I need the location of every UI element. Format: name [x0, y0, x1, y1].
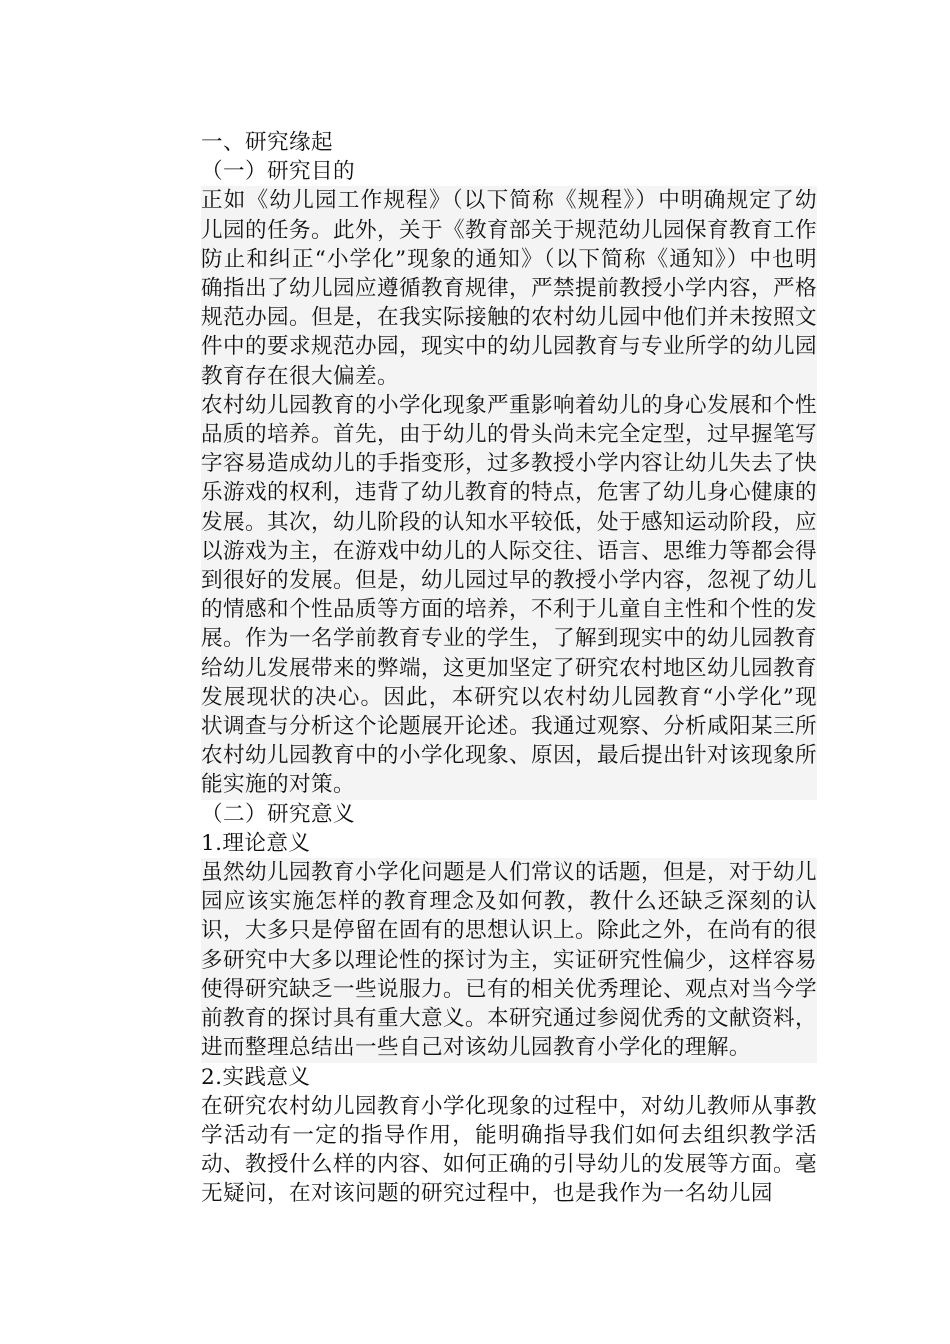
subheading-theoretical-significance: 1.理论意义 [201, 830, 311, 856]
subsection-heading-research-significance: （二）研究意义 [201, 801, 355, 827]
paragraph-purpose-impact: 农村幼儿园教育的小学化现象严重影响着幼儿的身心发展和个性品质的培养。首先，由于幼儿的骨头尚未完全定型，过早握笔写字容易造成幼儿的手指变形，过多教授小学内容让幼儿失去了快乐游戏的权利，违背了幼儿教育的特点，危害了幼儿身心健康的发展。其次，幼儿阶段的认知水平较低，处于感知运动阶段，应以游戏为主，在游戏中幼儿的人际交往、语言、思维力等都会得到很好的发展。但是，幼儿园过早的教授小学内容，忽视了幼儿的情感和个性品质等方面的培养，不利于儿童自主性和个性的发展。作为一名学前教育专业的学生，了解到现实中的幼儿园教育给幼儿发展带来的弊端，这更加坚定了研究农村地区幼儿园教育发展现状的决心。因此，本研究以农村幼儿园教育“小学化”现状调查与分析这个论题展开论述。我通过观察、分析咸阳某三所农村幼儿园教育中的小学化现象、原因，最后提出针对该现象所能实施的对策。 [201, 391, 817, 800]
subheading-practical-significance: 2.实践意义 [201, 1064, 311, 1090]
paragraph-theoretical-significance: 虽然幼儿园教育小学化问题是人们常议的话题，但是，对于幼儿园应该实施怎样的教育理念及如何教，教什么还缺乏深刻的认识，大多只是停留在固有的思想认识上。除此之外，在尚有的很多研究中大多以理论性的探讨为主，实证研究性偏少，这样容易使得研究缺乏一些说服力。已有的相关优秀理论、观点对当今学前教育的探讨具有重大意义。本研究通过参阅优秀的文献资料，进而整理总结出一些自己对该幼儿园教育小学化的理解。 [201, 858, 817, 1062]
paragraph-purpose-regulations: 正如《幼儿园工作规程》（以下简称《规程》）中明确规定了幼儿园的任务。此外，关于《教育部关于规范幼儿园保育教育工作防止和纠正“小学化”现象的通知》（以下简称《通知》）中也明确指出了幼儿园应遵循教育规律，严禁提前教授小学内容，严格规范办园。但是，在我实际接触的农村幼儿园中他们并未按照文件中的要求规范办园，现实中的幼儿园教育与专业所学的幼儿园教育存在很大偏差。 [201, 186, 817, 390]
paragraph-practical-significance: 在研究农村幼儿园教育小学化现象的过程中，对幼儿教师从事教学活动有一定的指导作用，能明确指导我们如何去组织教学活动、教授什么样的内容、如何正确的引导幼儿的发展等方面。毫无疑问，在对该问题的研究过程中，也是我作为一名幼儿园 [201, 1093, 817, 1207]
section-heading-research-origin: 一、研究缘起 [201, 130, 333, 155]
document-body [201, 128, 817, 1209]
subsection-heading-research-purpose: （一）研究目的 [201, 159, 355, 185]
